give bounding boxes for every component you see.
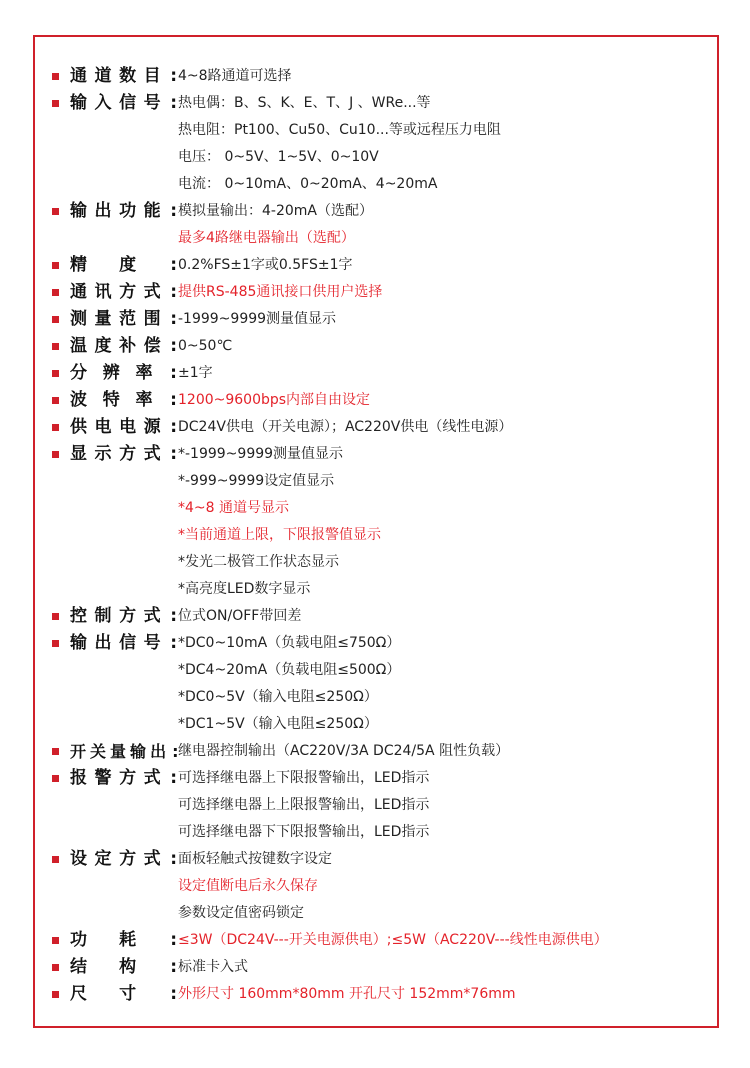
spec-value-line: *当前通道上限，下限报警值显示 <box>178 527 381 543</box>
spec-label-char: 显 <box>70 444 88 464</box>
spec-value-line: 提供RS-485通讯接口供用户选择 <box>178 284 383 300</box>
spec-value-line: 可选择继电器上下限报警输出，LED指示 <box>178 770 430 786</box>
spec-label-char: 信 <box>119 93 138 113</box>
spec-label <box>70 333 178 360</box>
spec-value-line: 最多4路继电器输出（选配） <box>178 230 355 246</box>
spec-value-line: 继电器控制输出（AC220V/3A DC24/5A 阻性负载） <box>178 743 510 759</box>
spec-label <box>70 63 178 90</box>
spec-label-char: 关 <box>90 742 106 761</box>
spec-label-char: 度 <box>94 336 113 356</box>
spec-value-line: *发光二极管工作状态显示 <box>178 554 339 570</box>
spec-label-colon: : <box>170 606 178 626</box>
spec-label <box>70 738 178 765</box>
spec-value-line: *-999~9999设定值显示 <box>178 473 335 489</box>
bullet-icon <box>52 964 59 971</box>
bullet-icon <box>52 208 59 215</box>
spec-label <box>70 981 178 1008</box>
spec-row <box>52 765 712 846</box>
spec-label-char: 设 <box>70 849 88 869</box>
spec-values <box>178 630 712 738</box>
bullet-icon <box>52 289 59 296</box>
bullet-icon <box>52 451 59 458</box>
spec-label-char: 率 <box>135 390 154 410</box>
spec-values <box>178 90 712 198</box>
spec-label-char: 特 <box>102 390 121 410</box>
spec-value-line: 0.2%FS±1字或0.5FS±1字 <box>178 257 353 273</box>
bullet-icon <box>52 370 59 377</box>
spec-label-char: 数 <box>119 66 138 86</box>
spec-value-line: *DC0~10mA（负载电阻≤750Ω） <box>178 635 401 651</box>
spec-value-line: 设定值断电后永久保存 <box>178 878 318 894</box>
spec-values <box>178 738 712 765</box>
spec-label-char: 讯 <box>94 282 113 302</box>
spec-label-colon: : <box>170 417 178 437</box>
spec-row <box>52 90 712 198</box>
spec-label-char: 源 <box>143 417 162 437</box>
spec-label-char: 功 <box>70 930 88 950</box>
spec-label <box>70 414 178 441</box>
spec-label-colon: : <box>170 336 178 356</box>
spec-row <box>52 603 712 630</box>
spec-label-colon: : <box>170 633 178 653</box>
spec-label-char: 方 <box>119 849 138 869</box>
spec-label-char: 电 <box>119 417 138 437</box>
spec-label-char: 式 <box>143 768 162 788</box>
bullet-icon <box>52 262 59 269</box>
spec-label-colon: : <box>170 201 178 221</box>
spec-label-char: 输 <box>70 633 88 653</box>
bullet-icon <box>52 748 59 755</box>
spec-label-char: 信 <box>119 633 138 653</box>
spec-row <box>52 63 712 90</box>
spec-values <box>178 387 712 414</box>
spec-label-char: 能 <box>143 201 162 221</box>
spec-values <box>178 333 712 360</box>
spec-value-line: 外形尺寸 160mm*80mm 开孔尺寸 152mm*76mm <box>178 986 516 1002</box>
spec-label-char: 定 <box>94 849 113 869</box>
spec-label-char: 温 <box>70 336 88 356</box>
bullet-icon <box>52 316 59 323</box>
spec-label-colon: : <box>170 984 178 1004</box>
spec-label-char: 供 <box>70 417 88 437</box>
spec-value-line: *DC4~20mA（负载电阻≤500Ω） <box>178 662 401 678</box>
bullet-icon <box>52 856 59 863</box>
spec-label-char: 辨 <box>102 363 121 383</box>
spec-label-char: 警 <box>94 768 113 788</box>
spec-label-char: 号 <box>143 93 162 113</box>
spec-label-colon: : <box>170 957 178 977</box>
spec-label-char: 控 <box>70 606 88 626</box>
bullet-icon <box>52 937 59 944</box>
spec-label-char: 道 <box>94 66 113 86</box>
spec-label <box>70 630 178 657</box>
spec-value-line: 参数设定值密码锁定 <box>178 905 304 921</box>
spec-value-line: 电流： 0~10mA、0~20mA、4~20mA <box>178 176 438 192</box>
spec-label-char: 波 <box>70 390 88 410</box>
spec-value-line: 热电偶：B、S、K、E、T、J 、WRe...等 <box>178 95 431 111</box>
spec-label-char: 式 <box>143 282 162 302</box>
spec-label-char: 输 <box>70 93 88 113</box>
spec-values <box>178 954 712 981</box>
spec-label-char: 补 <box>119 336 138 356</box>
spec-value-line: 可选择继电器上上限报警输出，LED指示 <box>178 797 430 813</box>
spec-label <box>70 603 178 630</box>
spec-label-char: 式 <box>143 849 162 869</box>
spec-value-line: 1200~9600bps内部自由设定 <box>178 392 371 408</box>
spec-label <box>70 441 178 468</box>
spec-label-colon: : <box>170 309 178 329</box>
spec-value-line: -1999~9999测量值显示 <box>178 311 337 327</box>
spec-label-char: 出 <box>94 633 113 653</box>
spec-label-colon: : <box>170 930 178 950</box>
spec-label-char: 量 <box>94 309 113 329</box>
spec-values <box>178 252 712 279</box>
spec-label-char: 制 <box>94 606 113 626</box>
spec-label-char: 方 <box>119 606 138 626</box>
spec-row <box>52 630 712 738</box>
spec-row <box>52 387 712 414</box>
spec-row <box>52 954 712 981</box>
bullet-icon <box>52 73 59 80</box>
spec-value-line: DC24V供电（开关电源）；AC220V供电（线性电源） <box>178 419 513 435</box>
spec-value-line: 热电阻：Pt100、Cu50、Cu10...等或远程压力电阻 <box>178 122 501 138</box>
spec-values <box>178 414 712 441</box>
spec-label-colon: : <box>170 66 178 86</box>
spec-label <box>70 927 178 954</box>
spec-list <box>52 63 712 1008</box>
bullet-icon <box>52 100 59 107</box>
spec-label-char: 围 <box>143 309 162 329</box>
spec-label-char: 开 <box>70 742 86 761</box>
spec-values <box>178 765 712 846</box>
spec-label-char: 耗 <box>119 930 138 950</box>
spec-value-line: 位式ON/OFF带回差 <box>178 608 302 624</box>
spec-label-char: 范 <box>119 309 138 329</box>
bullet-icon <box>52 424 59 431</box>
spec-value-line: 标准卡入式 <box>178 959 248 975</box>
spec-row <box>52 927 712 954</box>
spec-label-char: 电 <box>94 417 113 437</box>
spec-label-char: 寸 <box>119 984 138 1004</box>
spec-label-char: 式 <box>143 606 162 626</box>
spec-value-line: 4~8路通道可选择 <box>178 68 292 84</box>
spec-label-colon: : <box>170 255 178 275</box>
spec-label-char: 方 <box>119 768 138 788</box>
spec-label-colon: : <box>172 742 178 761</box>
spec-label-colon: : <box>170 363 178 383</box>
spec-label-char: 构 <box>119 957 138 977</box>
spec-value-line: 模拟量输出：4-20mA（选配） <box>178 203 373 219</box>
spec-label-char: 偿 <box>143 336 162 356</box>
spec-values <box>178 360 712 387</box>
spec-values <box>178 441 712 603</box>
spec-label-char: 入 <box>94 93 113 113</box>
bullet-icon <box>52 397 59 404</box>
spec-label-char: 通 <box>70 282 88 302</box>
spec-value-line: *-1999~9999测量值显示 <box>178 446 344 462</box>
spec-label-colon: : <box>170 93 178 113</box>
spec-row <box>52 360 712 387</box>
spec-label <box>70 954 178 981</box>
spec-row <box>52 846 712 927</box>
spec-values <box>178 603 712 630</box>
spec-row <box>52 441 712 603</box>
spec-label-char: 示 <box>94 444 113 464</box>
spec-label-char: 出 <box>150 742 166 761</box>
spec-value-line: 0~50℃ <box>178 338 233 354</box>
spec-label-char: 号 <box>143 633 162 653</box>
spec-label <box>70 198 178 225</box>
spec-label-char: 测 <box>70 309 88 329</box>
bullet-icon <box>52 775 59 782</box>
spec-value-line: *4~8 通道号显示 <box>178 500 289 516</box>
bullet-icon <box>52 613 59 620</box>
spec-values <box>178 981 712 1008</box>
spec-label <box>70 360 178 387</box>
spec-label-colon: : <box>170 768 178 788</box>
spec-values <box>178 846 712 927</box>
bullet-icon <box>52 991 59 998</box>
spec-label <box>70 252 178 279</box>
bullet-icon <box>52 343 59 350</box>
spec-label-colon: : <box>170 282 178 302</box>
spec-values <box>178 63 712 90</box>
spec-label-colon: : <box>170 849 178 869</box>
spec-label <box>70 279 178 306</box>
spec-row <box>52 333 712 360</box>
spec-value-line: *高亮度LED数字显示 <box>178 581 311 597</box>
spec-label-char: 通 <box>70 66 88 86</box>
spec-label-char: 精 <box>70 255 88 275</box>
spec-row <box>52 414 712 441</box>
spec-value-line: ±1字 <box>178 365 213 381</box>
spec-label-char: 方 <box>119 444 138 464</box>
spec-label-char: 度 <box>119 255 138 275</box>
spec-label-char: 尺 <box>70 984 88 1004</box>
spec-label-char: 分 <box>70 363 88 383</box>
spec-row <box>52 252 712 279</box>
spec-label-colon: : <box>170 444 178 464</box>
spec-label-colon: : <box>170 390 178 410</box>
spec-value-line: *DC1~5V（输入电阻≤250Ω） <box>178 716 378 732</box>
spec-label-char: 输 <box>70 201 88 221</box>
spec-values <box>178 927 712 954</box>
bullet-icon <box>52 640 59 647</box>
spec-label-char: 方 <box>119 282 138 302</box>
spec-label-char: 报 <box>70 768 88 788</box>
spec-row <box>52 306 712 333</box>
spec-label <box>70 846 178 873</box>
spec-label-char: 量 <box>110 742 126 761</box>
spec-label-char: 出 <box>94 201 113 221</box>
spec-value-line: 可选择继电器下下限报警输出，LED指示 <box>178 824 430 840</box>
spec-label-char: 输 <box>130 742 146 761</box>
spec-label-char: 功 <box>119 201 138 221</box>
spec-values <box>178 279 712 306</box>
spec-row <box>52 279 712 306</box>
spec-value-line: *DC0~5V（输入电阻≤250Ω） <box>178 689 378 705</box>
spec-label <box>70 765 178 792</box>
spec-row <box>52 198 712 252</box>
spec-label <box>70 387 178 414</box>
spec-value-line: 面板轻触式按键数字设定 <box>178 851 332 867</box>
spec-row <box>52 981 712 1008</box>
spec-value-line: ≤3W（DC24V---开关电源供电）;≤5W（AC220V---线性电源供电） <box>178 932 608 948</box>
spec-values <box>178 198 712 252</box>
spec-label-char: 目 <box>143 66 162 86</box>
spec-label <box>70 90 178 117</box>
spec-row <box>52 738 712 765</box>
spec-label-char: 率 <box>135 363 154 383</box>
spec-value-line: 电压： 0~5V、1~5V、0~10V <box>178 149 379 165</box>
spec-label-char: 结 <box>70 957 88 977</box>
spec-label-char: 式 <box>143 444 162 464</box>
spec-values <box>178 306 712 333</box>
spec-label <box>70 306 178 333</box>
